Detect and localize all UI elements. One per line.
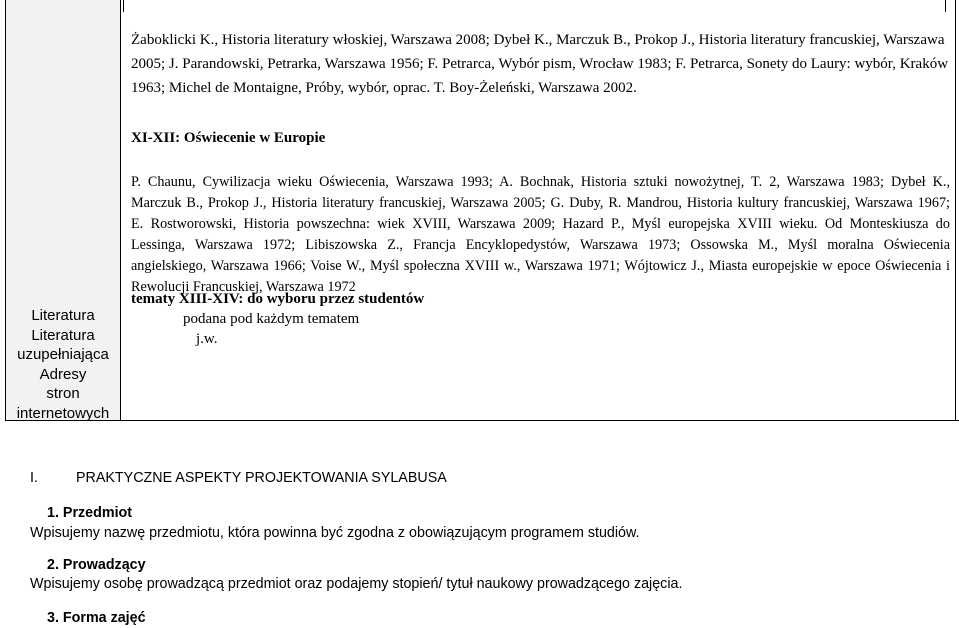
left-column-labels [5, 306, 121, 423]
item-heading [47, 557, 146, 573]
section-title: PRAKTYCZNE ASPEKTY PROJEKTOWANIA SYLABUSA [76, 470, 447, 486]
text-line: Rewolucji Francuskiej, Warszawa 1972 [131, 279, 356, 295]
text-line: Lessinga, Warszawa 1972; Libiszowska Z., Francja Encyklopedystów, Warszawa 1973; Ossowska M., Myśl moralna Oświecenia [131, 237, 950, 253]
topics-subtitle: podana pod każdym tematem [183, 311, 360, 327]
text-line: P. Chaunu, Cywilizacja wieku Oświecenia, Warszawa 1993; A. Bochnak, Historia sztuki nowożytnej, T. 2, Warszawa 1983; Dybeł K., [131, 174, 950, 190]
label-stron: stron [46, 385, 80, 402]
column-divider [945, 0, 946, 12]
text-line: Żaboklicki K., Historia literatury włoskiej, Warszawa 2008; Dybeł K., Marczuk B., Prokop J., Historia literatury francuskiej, Warszawa [131, 32, 945, 48]
topics-jw: j.w. [196, 331, 218, 347]
item-text: Wpisujemy osobę prowadzącą przedmiot oraz podajemy stopień/ tytuł naukowy prowadzącego zajęcia. [30, 576, 683, 592]
item-title: Prowadzący [62, 557, 146, 573]
item-title: Przedmiot [62, 505, 133, 521]
section-heading: XI-XII: Oświecenie w Europie [131, 130, 326, 146]
topics-title: tematy XIII-XIV: do wyboru przez studentów [131, 291, 425, 307]
label-adresy: Adresy [39, 365, 87, 383]
item-number: 2. [47, 557, 59, 573]
item-title: Forma zajęć [62, 610, 146, 626]
label-literatura-2: Literatura [31, 326, 95, 344]
enlightenment-literature-paragraph [131, 172, 950, 298]
text-line: E. Rostworowski, Historia powszechna: wiek XVIII, Warszawa 2009; Hazard P., Myśl europejska XVIII wieku. Od Monteskiusza do [131, 216, 950, 232]
item-heading [47, 505, 132, 521]
label-uzupelniajaca: uzupełniająca [17, 346, 109, 363]
label-internetowych: internetowych [16, 404, 110, 422]
text-line: angielskiego, Warszawa 1966; Voise W., Myśl społeczna XVIII w., Warszawa 1971; Wójtowicz J., Miasta europejskie w epoce Oświecenia i [131, 258, 950, 274]
text-line: Marczuk B., Prokop J., Historia literatury francuskiej, Warszawa 2005; G. Duby, R. Mandrou, Historia kultury francuskiej, Warszawa 1967; [131, 195, 950, 211]
item-number: 3. [47, 610, 59, 626]
item-number: 1. [47, 505, 59, 521]
section-roman-numeral: I. [30, 470, 38, 486]
literature-paragraph [131, 28, 949, 100]
item-text: Wpisujemy nazwę przedmiotu, która powinna być zgodna z obowiązującym programem studiów. [30, 525, 640, 541]
table-right-border [955, 0, 956, 421]
column-divider [123, 0, 124, 12]
text-line: 1963; Michel de Montaigne, Próby, wybór, oprac. T. Boy-Żeleński, Warszawa 2002. [131, 80, 637, 96]
label-literatura: Literatura [31, 307, 95, 324]
text-line: 2005; J. Parandowski, Petrarka, Warszawa 1956; F. Petrarca, Wybór pism, Wrocław 1983; F. Petrarca, Sonety do Laury: wybór, Kraków [131, 56, 949, 72]
item-heading [47, 610, 146, 626]
